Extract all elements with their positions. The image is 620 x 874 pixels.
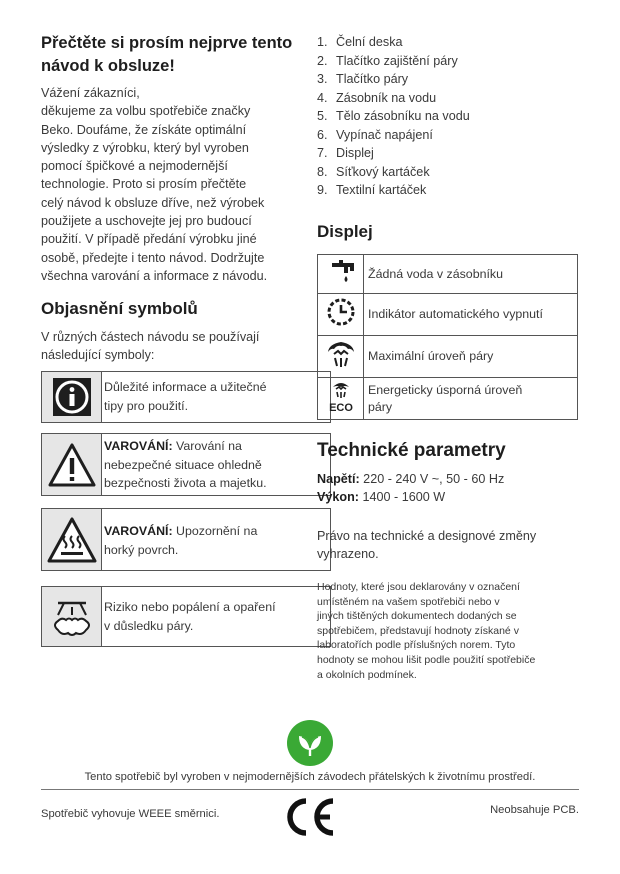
info-box-line: Důležité informace a užitečné: [104, 380, 267, 394]
factory-statement: Tento spotřebič byl vyroben v nejmodernějších závodech přátelských k životnímu prostředí.: [84, 771, 536, 783]
part-number: 5.: [317, 109, 328, 123]
intro-line: všechna varování a informace z návodu.: [41, 268, 268, 283]
values-note-line: umístěném na vašem spotřebiči nebo v: [317, 595, 500, 608]
warning-label: VAROVÁNÍ:: [104, 524, 173, 538]
ce-mark: [279, 795, 339, 839]
part-label: Tělo zásobníku na vodu: [336, 109, 470, 123]
display-row-label: [364, 378, 578, 420]
voltage-value: 220 - 240 V ~, 50 - 60 Hz: [359, 472, 505, 486]
max-steam-icon: [318, 336, 364, 378]
warning-text: Varování na: [172, 439, 242, 453]
intro-line: osobě, předejte i tento návod. Dodržujte: [41, 250, 265, 265]
values-note-line: jiných tištěných dokumentech dodaných se: [317, 610, 517, 623]
part-number: 3.: [317, 72, 328, 86]
intro-line: celý návod k obsluze dříve, než výrobek: [41, 195, 265, 210]
values-note: [317, 580, 535, 682]
rights-line: vyhrazeno.: [317, 547, 379, 562]
parts-list-item: [317, 107, 470, 126]
intro-paragraph: [41, 84, 311, 285]
display-row-label: Indikátor automatického vypnutí: [364, 294, 578, 336]
warning-label: VAROVÁNÍ:: [104, 439, 173, 453]
display-row-label: Maximální úroveň páry: [364, 336, 578, 378]
auto-off-timer-icon: [318, 294, 364, 336]
part-label: Síťkový kartáček: [336, 164, 430, 179]
info-icon: [42, 372, 102, 422]
warning-box-line: nebezpečné situace ohledně: [104, 457, 262, 472]
parts-list-item: [317, 181, 470, 200]
pcb-statement: Neobsahuje PCB.: [490, 804, 579, 816]
warning-box-line: bezpečnosti života a majetku.: [104, 476, 267, 490]
tech-params: [317, 470, 504, 507]
footer-divider: [41, 789, 579, 790]
rights-line: Právo na technické a designové změny: [317, 529, 537, 543]
hot-surface-box-line: [104, 522, 326, 541]
parts-list-item: [317, 89, 470, 108]
display-row-label-line: páry: [368, 399, 393, 414]
weee-compliance: Spotřebič vyhovuje WEEE směrnici.: [41, 808, 220, 820]
symbols-intro-line: V různých částech návodu se používají: [41, 330, 260, 344]
part-number: 2.: [317, 53, 328, 68]
eco-steam-icon: [318, 378, 364, 420]
leaf-icon: [287, 720, 333, 766]
parts-list-item: [317, 126, 470, 145]
power-row: [317, 488, 504, 506]
intro-line: pomocí špičkové a nejmodernější: [41, 159, 228, 174]
steam-icon: [42, 587, 102, 646]
intro-line: výsledky z výrobku, který byl vyroben: [41, 140, 249, 155]
info-box-line: tipy pro použití.: [104, 398, 189, 413]
steam-box-line: Riziko nebo popálení a opaření: [104, 600, 276, 614]
values-note-line: spotřebičem, představují hodnoty získané v: [317, 624, 519, 637]
voltage-row: [317, 470, 504, 488]
display-heading: Displej: [317, 222, 373, 241]
part-label: Vypínač napájení: [336, 127, 433, 142]
part-label: Tlačítko zajištění páry: [336, 53, 458, 68]
eco-icon-text: ECO: [328, 402, 353, 413]
voltage-label: Napětí:: [317, 472, 360, 486]
symbols-intro-line: následující symboly:: [41, 348, 155, 363]
display-table: [317, 254, 578, 420]
values-note-line: Hodnoty, které jsou deklarovány v označení: [317, 581, 520, 593]
steam-box-line: v důsledku páry.: [104, 618, 194, 633]
intro-line: Vážení zákazníci,: [41, 86, 140, 100]
parts-list-item: [317, 163, 470, 182]
parts-list: [317, 33, 470, 200]
tech-heading: Technické parametry: [317, 440, 506, 461]
warning-triangle-icon: [42, 434, 102, 495]
parts-list-item: [317, 33, 470, 52]
part-number: 4.: [317, 90, 328, 105]
warning-symbol-box: [41, 433, 331, 496]
display-row-label-line: Energeticky úsporná úroveň: [368, 382, 523, 397]
warning-box-line: [104, 437, 326, 456]
power-label: Výkon:: [317, 490, 359, 505]
intro-line: použijete a uschovejte jej pro budoucí: [41, 214, 252, 229]
part-label: Čelní deska: [336, 35, 403, 49]
display-row: [318, 255, 578, 294]
part-number: 7.: [317, 146, 328, 160]
symbols-intro: [41, 328, 311, 365]
rights-note: [317, 527, 536, 564]
intro-line: děkujeme za volbu spotřebiče značky: [41, 104, 251, 119]
intro-line: technologie. Proto si prosím přečtěte: [41, 177, 247, 192]
part-label: Tlačítko páry: [336, 72, 409, 86]
hot-surface-box-line: horký povrch.: [104, 542, 179, 557]
part-number: 8.: [317, 164, 328, 179]
display-row: [318, 294, 578, 336]
main-heading: [41, 32, 292, 78]
display-row-label: Žádná voda v zásobníku: [364, 255, 578, 294]
hot-surface-symbol-box: [41, 508, 331, 571]
main-heading-line: návod k obsluze!: [41, 57, 175, 75]
display-row: [318, 378, 578, 420]
part-number: 9.: [317, 183, 328, 197]
part-label: Textilní kartáček: [336, 183, 427, 197]
values-note-line: hodnoty se mohou lišit podle použití spotřebiče: [317, 653, 536, 666]
parts-list-item: [317, 144, 470, 163]
main-heading-line: Přečtěte si prosím nejprve tento: [41, 34, 293, 52]
values-note-line: a okolních podmínek.: [317, 668, 417, 681]
info-symbol-box: [41, 371, 331, 423]
part-label: Displej: [336, 146, 374, 160]
values-note-line: laboratořích podle příslušných norem. Tyto: [317, 639, 516, 652]
intro-line: Beko. Doufáme, že získáte optimální: [41, 122, 247, 137]
parts-list-item: [317, 70, 470, 89]
power-value: 1400 - 1600 W: [359, 490, 446, 505]
display-row: [318, 336, 578, 378]
parts-list-item: [317, 52, 470, 71]
part-number: 6.: [317, 127, 328, 142]
symbols-heading: Objasnění symbolů: [41, 299, 198, 318]
steam-symbol-box: [41, 586, 331, 647]
water-tap-icon: [318, 255, 364, 294]
hot-surface-icon: [42, 509, 102, 570]
part-number: 1.: [317, 35, 328, 49]
part-label: Zásobník na vodu: [336, 90, 437, 105]
hot-surface-text: Upozornění na: [172, 524, 258, 538]
intro-line: použití. V případě předání výrobku jiné: [41, 232, 257, 247]
